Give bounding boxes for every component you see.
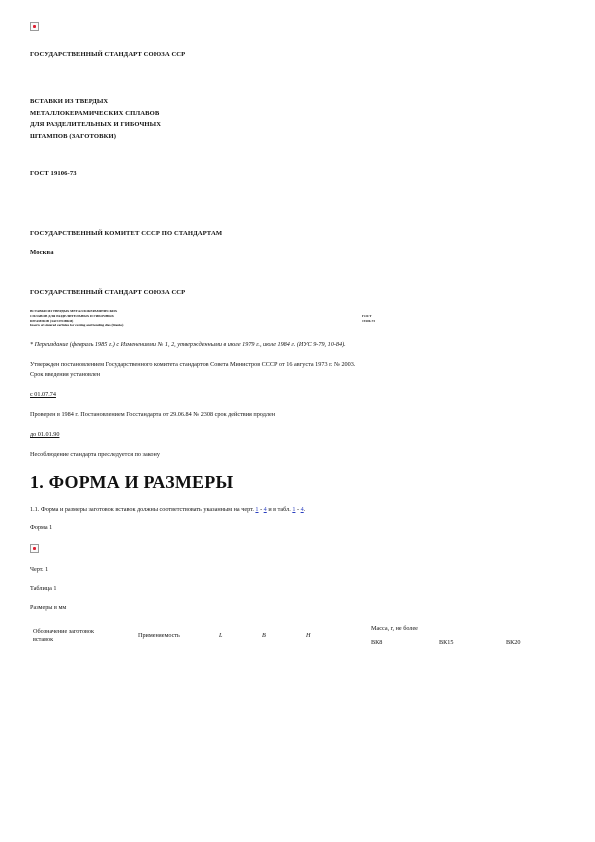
approval-text <box>30 360 570 380</box>
title-line: МЕТАЛЛОКЕРАМИЧЕСКИХ СПЛАВОВ <box>30 109 160 117</box>
paragraph-1-1 <box>30 505 305 515</box>
col-mass-vk20: ВК20 <box>506 639 521 646</box>
paragraph-text: и в табл. <box>268 506 291 513</box>
col-L: L <box>219 632 223 639</box>
paragraph-end: . <box>303 506 306 513</box>
approval-line: Срок введения установлен <box>30 371 101 378</box>
intro-date: с 01.07.74 <box>30 391 56 398</box>
broken-image-icon <box>30 544 39 553</box>
violation-text: Несоблюдение стандарта преследуется по закону <box>30 451 160 458</box>
checked-text: Проверен в 1984 г. Постановлением Госстандарта от 29.06.84 № 2308 срок действия продлен <box>30 411 276 418</box>
committee-name: ГОСУДАРСТВЕННЫЙ КОМИТЕТ СССР ПО СТАНДАРТАМ <box>30 230 223 237</box>
chart-link-4[interactable]: 4 <box>263 506 267 513</box>
table-header <box>30 622 570 652</box>
col-designation <box>33 628 94 644</box>
small-gost-label: ГОСТ <box>362 314 372 318</box>
small-title-line: СПЛАВОВ ДЛЯ РАЗДЕЛИТЕЛЬНЫХ И ГИБОЧНЫХ <box>30 313 114 318</box>
title-line: ШТАМПОВ (ЗАГОТОВКИ) <box>30 132 117 140</box>
col-mass-vk8: ВК8 <box>371 639 383 646</box>
paragraph-text: 1.1. Форма и размеры заготовок вставок должны соответствовать указанным на черт. <box>30 506 254 513</box>
until-date: до 01.01.90 <box>30 431 60 438</box>
reissue-note: * Переиздание (февраль 1985 г.) с Изменениями № 1, 2, утвержденными в июле 1979 г., июле 1984 г. (ИУС 9-79, 10-84). <box>30 341 346 348</box>
col-mass-header: Масса, г, не более <box>371 625 418 632</box>
small-gost-block <box>362 314 375 324</box>
table-link-1[interactable]: 1 <box>292 506 296 513</box>
city: Москва <box>30 249 54 256</box>
small-title-block <box>30 309 123 328</box>
form-label: Форма 1 <box>30 524 53 531</box>
col-designation-line: вставок <box>33 636 54 643</box>
range-dash: - <box>295 506 301 513</box>
state-standard-heading-2: ГОСУДАРСТВЕННЫЙ СТАНДАРТ СОЮЗА ССР <box>30 289 186 296</box>
section-heading: 1. ФОРМА И РАЗМЕРЫ <box>30 472 234 492</box>
document-title <box>30 96 161 142</box>
chart-link-1[interactable]: 1 <box>255 506 259 513</box>
units-caption: Размеры в мм <box>30 604 67 611</box>
col-mass-vk15: ВК15 <box>439 639 454 646</box>
approval-line: Утвержден постановлением Государственного комитета стандартов Совета Министров СССР от 16 августа 1973 г. № 2003. <box>30 361 356 368</box>
range-dash: - <box>258 506 264 513</box>
small-title-line: Inserts of sintered carbides for cutting and bending dies (blanks) <box>30 323 124 328</box>
broken-image-icon <box>30 22 39 31</box>
state-standard-heading: ГОСУДАРСТВЕННЫЙ СТАНДАРТ СОЮЗА ССР <box>30 51 186 58</box>
table-caption: Таблица 1 <box>30 585 57 592</box>
gost-number: ГОСТ 19106-73 <box>30 170 77 177</box>
small-title-line: ШТАМПОВ (ЗАГОТОВКИ) <box>30 318 74 323</box>
chart-caption: Черт. 1 <box>30 566 49 573</box>
table-link-4[interactable]: 4 <box>300 506 304 513</box>
title-line: ВСТАВКИ ИЗ ТВЕРДЫХ <box>30 98 109 105</box>
col-H: H <box>306 632 311 639</box>
small-gost-number: 19106-73 <box>362 318 375 323</box>
title-line: ДЛЯ РАЗДЕЛИТЕЛЬНЫХ И ГИБОЧНЫХ <box>30 121 162 128</box>
col-applicability: Применяемость <box>138 632 180 639</box>
col-designation-line: Обозначение заготовок <box>33 628 95 635</box>
col-B: B <box>262 632 266 639</box>
small-title-line: ВСТАВКИ ИЗ ТВЕРДЫХ МЕТАЛЛОКЕРАМИЧЕСКИХ <box>30 309 118 313</box>
